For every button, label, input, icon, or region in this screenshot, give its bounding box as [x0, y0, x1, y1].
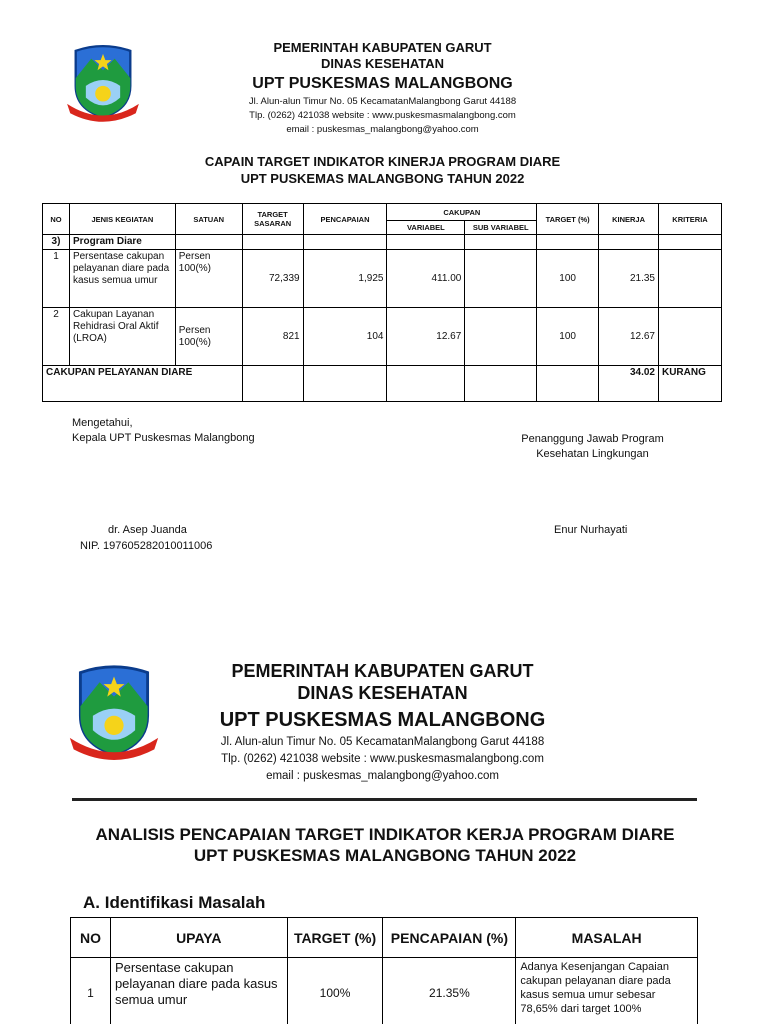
row-kriteria: [658, 250, 721, 308]
col-jenis-kegiatan: JENIS KEGIATAN: [69, 204, 175, 235]
row-no: 1: [71, 958, 111, 1024]
letterhead-2: [185, 660, 580, 785]
col-satuan: SATUAN: [175, 204, 242, 235]
table-row: [43, 250, 722, 308]
col-no: NO: [71, 918, 111, 958]
row-target-sasaran: 72,339: [242, 250, 303, 308]
table-row: [43, 308, 722, 366]
letterhead-1: [190, 40, 575, 137]
row-target-pct: 100: [537, 250, 599, 308]
acknowledged-label: Mengetahui,: [72, 417, 133, 429]
analysis-title-line-2: UPT PUSKESMAS MALANGBONG TAHUN 2022: [193, 846, 577, 865]
government-name: PEMERINTAH KABUPATEN GARUT: [273, 40, 492, 55]
col-target: TARGET (%): [287, 918, 383, 958]
row-satuan: Persen 100(%): [175, 308, 242, 366]
row-target: 100%: [287, 958, 383, 1024]
col-upaya: UPAYA: [110, 918, 287, 958]
row-masalah: Adanya Kesenjangan Capaian cakupan pelayanan diare pada kasus semua umur sebesar 78,65% dari target 100%: [516, 958, 698, 1024]
summary-kinerja: 34.02: [599, 366, 659, 402]
summary-row: [43, 366, 722, 402]
col-cakupan: CAKUPAN: [387, 204, 537, 221]
row-jenis: Cakupan Layanan Rehidrasi Oral Aktif (LROA): [69, 308, 175, 366]
row-kinerja: 12.67: [599, 308, 659, 366]
performance-table: [42, 203, 722, 402]
row-pencapaian: 104: [303, 308, 387, 366]
program-name: Kesehatan Lingkungan: [536, 448, 649, 460]
head-nip: NIP. 197605282010011006: [80, 540, 213, 552]
row-target-pct: 100: [537, 308, 599, 366]
row-variabel: 12.67: [387, 308, 465, 366]
kabupaten-garut-logo: [64, 42, 142, 122]
institution-name: UPT PUSKESMAS MALANGBONG: [252, 75, 513, 92]
email-text: email : puskesmas_malangbong@yahoo.com: [266, 770, 499, 782]
address-text: Jl. Alun-alun Timur No. 05 KecamatanMalangbong Garut 44188: [220, 736, 545, 748]
report-title-line-1: CAPAIN TARGET INDIKATOR KINERJA PROGRAM DIARE: [204, 154, 561, 169]
summary-kriteria: KURANG: [658, 366, 721, 402]
row-no: 2: [43, 308, 70, 366]
report-title-1: [100, 153, 665, 187]
problem-identification-table: [70, 917, 698, 1024]
phone-website-text: Tlp. (0262) 421038 website : www.puskesmasmalangbong.com: [221, 753, 544, 765]
summary-label: CAKUPAN PELAYANAN DIARE: [43, 366, 243, 402]
signature-left-heading: [72, 416, 255, 446]
row-kinerja: 21.35: [599, 250, 659, 308]
responsible-name: Enur Nurhayati: [554, 524, 628, 536]
row-jenis: Persentase cakupan pelayanan diare pada kasus semua umur: [69, 250, 175, 308]
col-pencapaian: PENCAPAIAN: [303, 204, 387, 235]
kabupaten-garut-logo-2: [66, 660, 162, 762]
col-target-sasaran: TARGET SASARAN: [242, 204, 303, 235]
row-target-sasaran: 821: [242, 308, 303, 366]
table-row: [71, 958, 698, 1024]
letterhead-divider: [72, 798, 697, 801]
row-pencapaian: 1,925: [303, 250, 387, 308]
phone-website-text: Tlp. (0262) 421038 website : www.puskesmasmalangbong.com: [249, 110, 516, 121]
report-title-line-2: UPT PUSKEMAS MALANGBONG TAHUN 2022: [240, 171, 525, 186]
address-text: Jl. Alun-alun Timur No. 05 KecamatanMalangbong Garut 44188: [248, 96, 517, 107]
col-target-pct: TARGET (%): [537, 204, 599, 235]
col-sub-variabel: SUB VARIABEL: [465, 221, 537, 235]
row-sub-variabel: [465, 308, 537, 366]
section-a-heading: A. Identifikasi Masalah: [83, 893, 266, 912]
government-name: PEMERINTAH KABUPATEN GARUT: [231, 661, 534, 681]
col-kinerja: KINERJA: [599, 204, 659, 235]
head-title: Kepala UPT Puskesmas Malangbong: [72, 432, 255, 444]
section-label: Program Diare: [69, 235, 175, 250]
col-kriteria: KRITERIA: [658, 204, 721, 235]
signature-right-heading: [500, 432, 685, 462]
department-name: DINAS KESEHATAN: [320, 56, 445, 71]
analysis-title-line-1: ANALISIS PENCAPAIAN TARGET INDIKATOR KERJA PROGRAM DIARE: [95, 825, 675, 844]
program-responsible-label: Penanggung Jawab Program: [521, 433, 664, 445]
email-text: email : puskesmas_malangbong@yahoo.com: [286, 124, 479, 135]
row-satuan: Persen 100(%): [175, 250, 242, 308]
head-name: dr. Asep Juanda: [108, 524, 187, 536]
section-row: [43, 235, 722, 250]
department-name: DINAS KESEHATAN: [297, 683, 468, 703]
institution-name: UPT PUSKESMAS MALANGBONG: [219, 709, 546, 731]
col-variabel: VARIABEL: [387, 221, 465, 235]
report-title-2: [60, 824, 710, 866]
row-variabel: 411.00: [387, 250, 465, 308]
row-sub-variabel: [465, 250, 537, 308]
col-masalah: MASALAH: [516, 918, 698, 958]
row-upaya: Persentase cakupan pelayanan diare pada kasus semua umur: [110, 958, 287, 1024]
row-no: 1: [43, 250, 70, 308]
col-pencapaian: PENCAPAIAN (%): [383, 918, 516, 958]
row-pencapaian: 21.35%: [383, 958, 516, 1024]
section-no: 3): [43, 235, 70, 250]
row-kriteria: [658, 308, 721, 366]
col-no: NO: [43, 204, 70, 235]
